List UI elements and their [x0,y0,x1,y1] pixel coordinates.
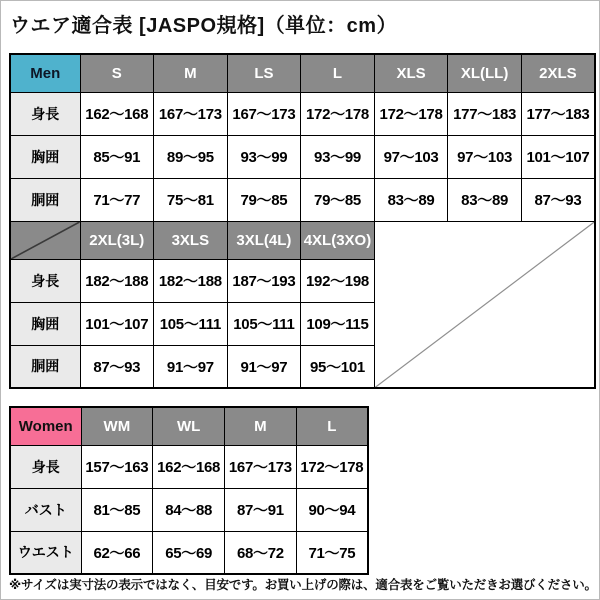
size-value: 109～115 [301,302,375,345]
size-value: 172～178 [296,445,368,488]
size-header: 2XLS [521,54,595,92]
diagonal-line-icon [375,222,594,388]
empty-diagonal-cell [374,221,595,388]
size-value: 172～178 [301,92,375,135]
size-header: L [296,407,368,445]
size-value: 182～188 [80,259,154,302]
size-header: WL [153,407,225,445]
women-header-row [10,407,368,445]
size-value: 87～93 [80,345,154,388]
size-value: 68～72 [225,531,297,574]
size-header: S [80,54,154,92]
size-value: 177～183 [448,92,522,135]
row-label: 身長 [10,259,80,302]
row-label: 胴囲 [10,178,80,221]
size-header: WM [81,407,153,445]
row-label: 胸囲 [10,135,80,178]
size-value: 95～101 [301,345,375,388]
row-label: 胸囲 [10,302,80,345]
size-value: 167～173 [154,92,228,135]
size-header: 3XLS [154,221,228,259]
size-value: 162～168 [153,445,225,488]
row-label: 身長 [10,445,81,488]
row-label: 胴囲 [10,345,80,388]
size-value: 97～103 [448,135,522,178]
size-value: 75～81 [154,178,228,221]
size-value: 83～89 [448,178,522,221]
size-value: 71～77 [80,178,154,221]
size-header: XL(LL) [448,54,522,92]
size-value: 172～178 [374,92,448,135]
size-value: 71～75 [296,531,368,574]
size-disclaimer-note: ※サイズは実寸法の表示ではなく、目安です。お買い上げの際は、適合表をご覧いただきお選びください。 [9,578,597,592]
size-header: XLS [374,54,448,92]
men-header-row-2 [10,221,595,259]
diagonal-line-icon [11,222,80,259]
size-value: 87～93 [521,178,595,221]
size-value: 91～97 [154,345,228,388]
women-size-table [9,406,369,575]
table-row [10,135,595,178]
size-value: 101～107 [80,302,154,345]
men-size-table [9,53,596,389]
size-value: 93～99 [301,135,375,178]
size-value: 177～183 [521,92,595,135]
size-value: 84～88 [153,488,225,531]
size-value: 87～91 [225,488,297,531]
women-corner-cell: Women [10,407,81,445]
size-value: 105～111 [227,302,301,345]
size-header: 4XL(3XO) [301,221,375,259]
size-value: 97～103 [374,135,448,178]
size-value: 79～85 [301,178,375,221]
size-value: 101～107 [521,135,595,178]
table-row [10,178,595,221]
size-value: 182～188 [154,259,228,302]
size-value: 157～163 [81,445,153,488]
size-value: 85～91 [80,135,154,178]
size-value: 90～94 [296,488,368,531]
diagonal-corner-cell [10,221,80,259]
size-value: 81～85 [81,488,153,531]
table-row [10,531,368,574]
size-header: 3XL(4L) [227,221,301,259]
size-header: M [154,54,228,92]
size-value: 62～66 [81,531,153,574]
row-label: 身長 [10,92,80,135]
size-value: 192～198 [301,259,375,302]
size-value: 187～193 [227,259,301,302]
size-value: 65～69 [153,531,225,574]
size-value: 93～99 [227,135,301,178]
table-row [10,445,368,488]
size-value: 83～89 [374,178,448,221]
size-value: 79～85 [227,178,301,221]
size-value: 167～173 [225,445,297,488]
size-value: 167～173 [227,92,301,135]
page-title: ウエア適合表 [JASPO規格]（単位：cm） [10,15,398,37]
size-header: 2XL(3L) [80,221,154,259]
size-header: LS [227,54,301,92]
size-value: 105～111 [154,302,228,345]
size-header: M [225,407,297,445]
size-value: 162～168 [80,92,154,135]
size-value: 89～95 [154,135,228,178]
size-header: L [301,54,375,92]
men-corner-cell: Men [10,54,80,92]
table-row [10,92,595,135]
row-label: バスト [10,488,81,531]
size-value: 91～97 [227,345,301,388]
men-header-row [10,54,595,92]
table-row [10,488,368,531]
row-label: ウエスト [10,531,81,574]
